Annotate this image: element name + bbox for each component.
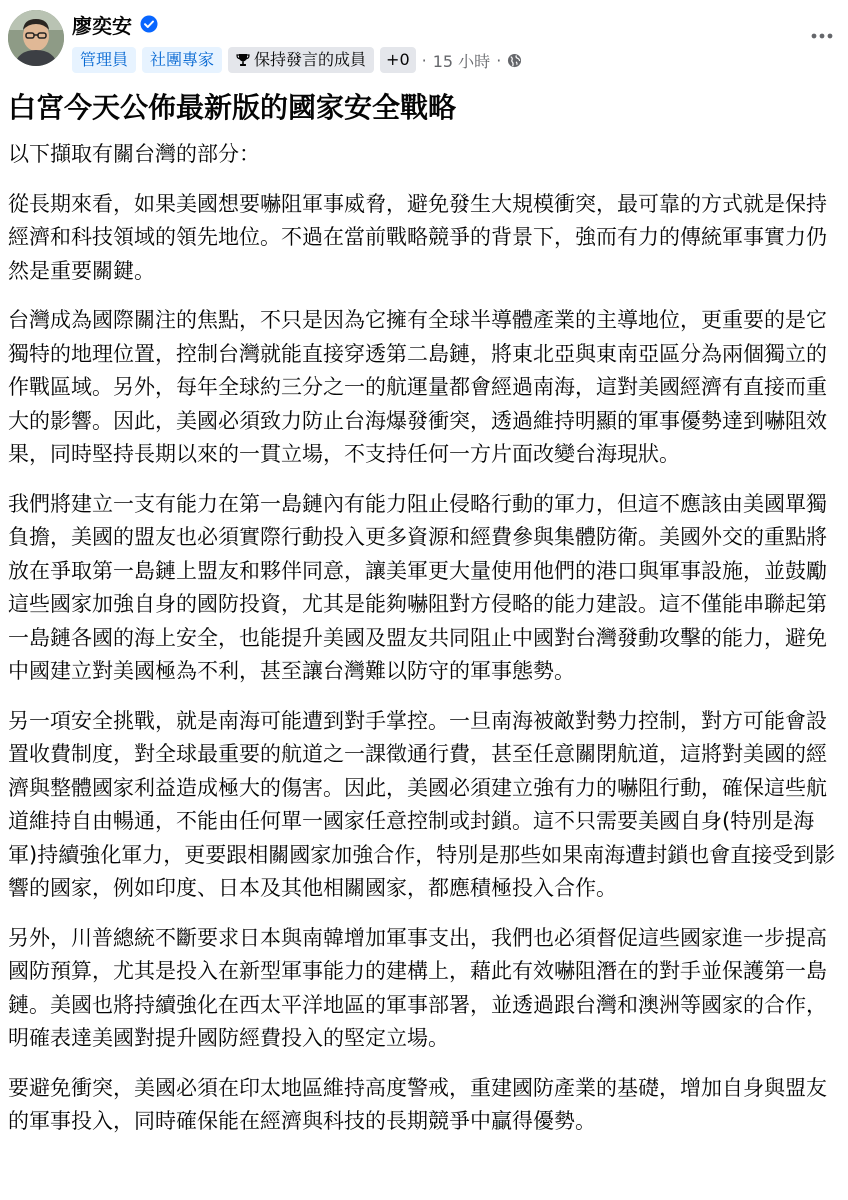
post-paragraph: 我們將建立一支有能力在第一島鏈內有能力阻止侵略行動的軍力，但這不應該由美國單獨負擔，美國的盟友也必須實際行動投入更多資源和經費參與集體防衛。美國外交的重點將放在爭取第一島鏈上盟友和夥伴同意，讓美軍更大量使用他們的港口與軍事設施，並鼓勵這些國家加強自身的國防投資，尤其是能夠嚇阻對方侵略的能力建設。這不僅能串聯起第一島鏈各國的海上安全，也能提升美國及盟友共同阻止中國對台灣發動攻擊的能力，避免中國建立對美國極為不利，甚至讓台灣難以防守的軍事態勢。 bbox=[8, 491, 827, 683]
group-expert-badge[interactable]: 社團專家 bbox=[142, 47, 222, 73]
badge-count[interactable]: +0 bbox=[380, 47, 416, 73]
active-member-label: 保持發言的成員 bbox=[254, 50, 367, 69]
admin-badge[interactable]: 管理員 bbox=[72, 47, 136, 73]
post-paragraph: 從長期來看，如果美國想要嚇阻軍事威脅，避免發生大規模衝突，最可靠的方式就是保持經濟和科技領域的領先地位。不過在當前戰略競爭的背景下，強而有力的傳統軍事實力仍然是重要關鍵。 bbox=[8, 191, 827, 283]
avatar[interactable] bbox=[8, 10, 64, 66]
more-options-icon[interactable] bbox=[808, 22, 836, 50]
trophy-icon bbox=[236, 53, 250, 67]
post-paragraph: 以下擷取有關台灣的部分： bbox=[8, 142, 260, 166]
post-paragraph: 另外，川普總統不斷要求日本與南韓增加軍事支出，我們也必須督促這些國家進一步提高國防預算，尤其是投入在新型軍事能力的建構上，藉此有效嚇阻潛在的對手並保護第一島鏈。美國也將持續強化在西太平洋地區的軍事部署，並透過跟台灣和澳洲等國家的合作，明確表達美國對提升國防經費投入的堅定立場。 bbox=[8, 925, 827, 1050]
meta-separator-2: · bbox=[496, 50, 502, 70]
post-paragraph: 要避免衝突，美國必須在印太地區維持高度警戒，重建國防產業的基礎，增加自身與盟友的軍事投入，同時確保能在經濟與科技的長期競爭中贏得優勢。 bbox=[8, 1075, 827, 1133]
globe-icon bbox=[507, 53, 522, 68]
post-paragraph: 另一項安全挑戰，就是南海可能遭到對手掌控。一旦南海被敵對勢力控制，對方可能會設置收費制度，對全球最重要的航道之一課徵通行費，甚至任意關閉航道，這將對美國的經濟與整體國家利益造成極大的傷害。因此，美國必須建立強有力的嚇阻行動，確保這些航道維持自由暢通，不能由任何單一國家任意控制或封鎖。這不只需要美國自身(特別是海軍)持續強化軍力，更要跟相關國家加強合作，特別是那些如果南海遭封鎖也會直接受到影響的國家，例如印度、日本及其他相關國家，都應積極投入合作。 bbox=[8, 708, 836, 900]
post-paragraph: 台灣成為國際關注的焦點，不只是因為它擁有全球半導體產業的主導地位，更重要的是它獨特的地理位置，控制台灣就能直接穿透第二島鏈，將東北亞與東南亞區分為兩個獨立的作戰區域。另外，每年全球約三分之一的航運量都會經過南海，這對美國經濟有直接而重大的影響。因此，美國必須致力防止台海爆發衝突，透過維持明顯的軍事優勢達到嚇阻效果，同時堅持長期以來的一貫立場，不支持任何一方片面改變台海現狀。 bbox=[8, 308, 827, 466]
author-row bbox=[72, 10, 158, 38]
post-body bbox=[8, 138, 840, 1155]
post-time[interactable]: 15 小時 bbox=[432, 51, 491, 71]
post-header bbox=[8, 8, 840, 72]
meta-separator: · bbox=[421, 50, 427, 70]
active-member-badge[interactable] bbox=[228, 47, 374, 73]
post-meta bbox=[72, 46, 522, 74]
avatar-image bbox=[8, 10, 64, 66]
author-name[interactable]: 廖奕安 bbox=[72, 13, 132, 38]
post-title: 白宮今天公佈最新版的國家安全戰略 bbox=[8, 91, 457, 124]
verified-badge-icon bbox=[140, 15, 158, 33]
